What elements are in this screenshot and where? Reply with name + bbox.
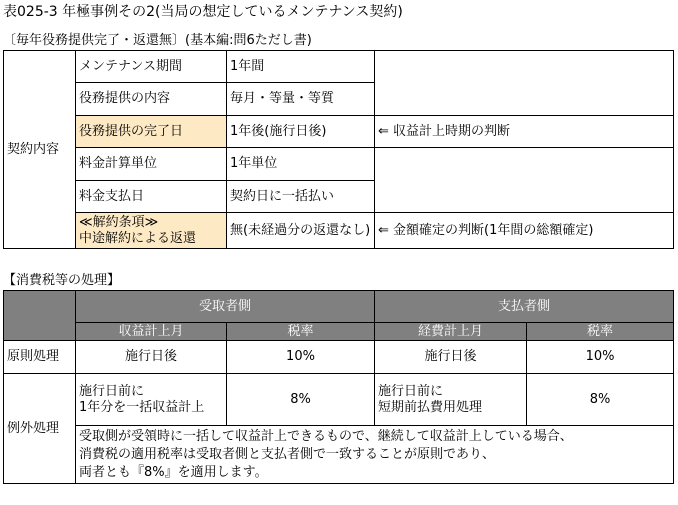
tax-caption: 【消費税等の処理】	[3, 273, 121, 288]
receiver-month-header: 収益計上月	[76, 323, 227, 341]
exception-receiver-line1: 施行日前に	[79, 383, 145, 399]
principle-label: 原則処理	[4, 341, 76, 374]
payer-rate-header: 税率	[527, 323, 674, 341]
contract-label: 料金計算単位	[76, 148, 227, 181]
contract-row-header: 契約内容	[4, 51, 76, 249]
contract-value: 1年後(施行日後)	[227, 116, 375, 148]
contract-value: 1年間	[227, 51, 375, 83]
principle-payer-month: 施行日後	[375, 341, 527, 374]
tax-table	[3, 290, 674, 484]
exception-label: 例外処理	[4, 374, 76, 484]
contract-label: メンテナンス期間	[76, 51, 227, 83]
payer-group-header: 支払者側	[375, 291, 674, 323]
contract-label-highlighted	[76, 213, 227, 249]
page-title: 表025-3 年極事例その2(当局の想定しているメンテナンス契約)	[3, 4, 403, 20]
exception-receiver-line2: 1年分を一括収益計上	[79, 399, 205, 415]
contract-value: 契約日に一括払い	[227, 181, 375, 213]
contract-note-empty	[375, 148, 674, 213]
cancellation-clause-line1: ≪解約条項≫	[79, 214, 159, 230]
exception-note-line3: 両者とも『8%』を適用します。	[79, 464, 268, 480]
exception-payer-line1: 施行日前に	[378, 383, 444, 399]
contract-note: ⇐ 収益計上時期の判断	[375, 116, 674, 148]
contract-label: 料金支払日	[76, 181, 227, 213]
cancellation-clause-line2: 中途解約による返還	[79, 230, 197, 246]
contract-label: 役務提供の内容	[76, 83, 227, 116]
payer-month-header: 経費計上月	[375, 323, 527, 341]
exception-note-line2: 消費税の適用税率は受取者側と支払者側で一致することが原則であり、	[79, 446, 496, 462]
tax-header-blank	[4, 291, 76, 341]
exception-payer-rate: 8%	[527, 374, 674, 426]
receiver-group-header: 受取者側	[76, 291, 375, 323]
contract-caption: 〔毎年役務提供完了・返還無〕(基本編:問6ただし書)	[3, 33, 312, 48]
contract-note: ⇐ 金額確定の判断(1年間の総額確定)	[375, 213, 674, 249]
contract-value: 無(未経過分の返還なし)	[227, 213, 375, 249]
exception-receiver-treatment	[76, 374, 227, 426]
exception-note	[76, 426, 674, 484]
principle-payer-rate: 10%	[527, 341, 674, 374]
principle-receiver-month: 施行日後	[76, 341, 227, 374]
exception-payer-treatment	[375, 374, 527, 426]
contract-label-highlighted: 役務提供の完了日	[76, 116, 227, 148]
exception-note-line1: 受取側が受領時に一括して収益計上できるもので、継続して収益計上している場合、	[79, 428, 573, 444]
contract-value: 1年単位	[227, 148, 375, 181]
contract-note-empty	[375, 51, 674, 116]
exception-payer-line2: 短期前払費用処理	[378, 399, 483, 415]
contract-table	[3, 50, 674, 249]
exception-receiver-rate: 8%	[227, 374, 375, 426]
receiver-rate-header: 税率	[227, 323, 375, 341]
principle-receiver-rate: 10%	[227, 341, 375, 374]
contract-value: 毎月・等量・等質	[227, 83, 375, 116]
